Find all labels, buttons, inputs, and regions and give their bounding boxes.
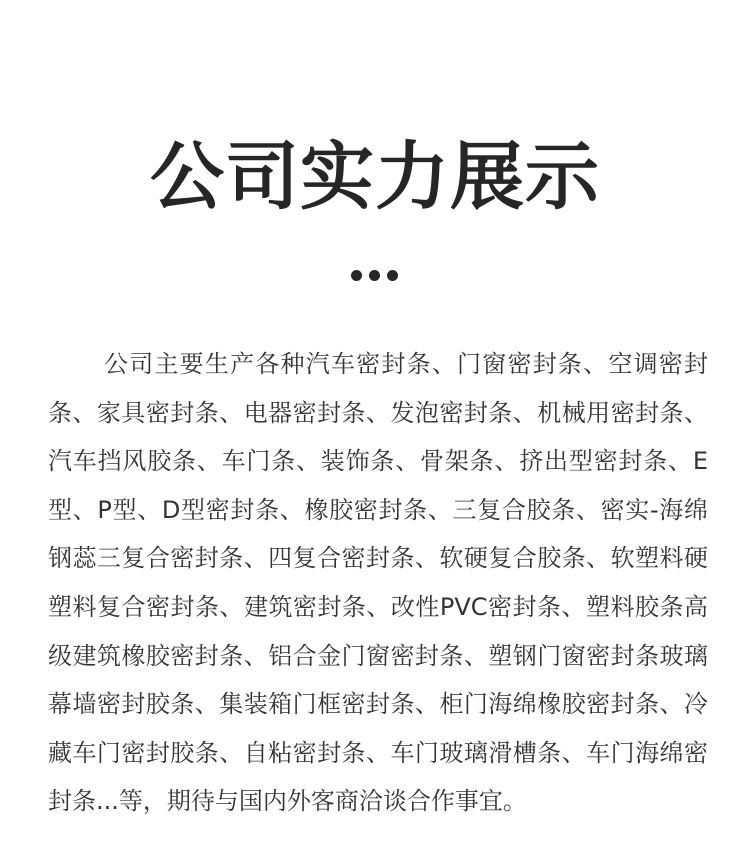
section-title: 公司实力展示 <box>150 134 600 220</box>
divider-dot <box>369 270 380 281</box>
divider-dot <box>387 270 398 281</box>
ellipsis-divider <box>351 270 399 282</box>
divider-dot <box>351 270 362 281</box>
company-description: 公司主要生产各种汽车密封条、门窗密封条、空调密封条、家具密封条、电器密封条、发泡密封条、机械用密封条、汽车挡风胶条、车门条、装饰条、骨架条、挤出型密封条、E型、P型、D型密封条、橡胶密封条、三复合胶条、密实-海绵钢蕊三复合密封条、四复合密封条、软硬复合胶条、软塑料硬塑料复合密封条、建筑密封条、改性PVC密封条、塑料胶条高级建筑橡胶密封条、铝合金门窗密封条、塑钢门窗密封条玻璃幕墙密封胶条、集装箱门框密封条、柜门海绵橡胶密封条、冷藏车门密封胶条、自粘密封条、车门玻璃滑槽条、车门海绵密封条...等，期待与国内外客商洽谈合作事宜。 <box>48 350 708 816</box>
